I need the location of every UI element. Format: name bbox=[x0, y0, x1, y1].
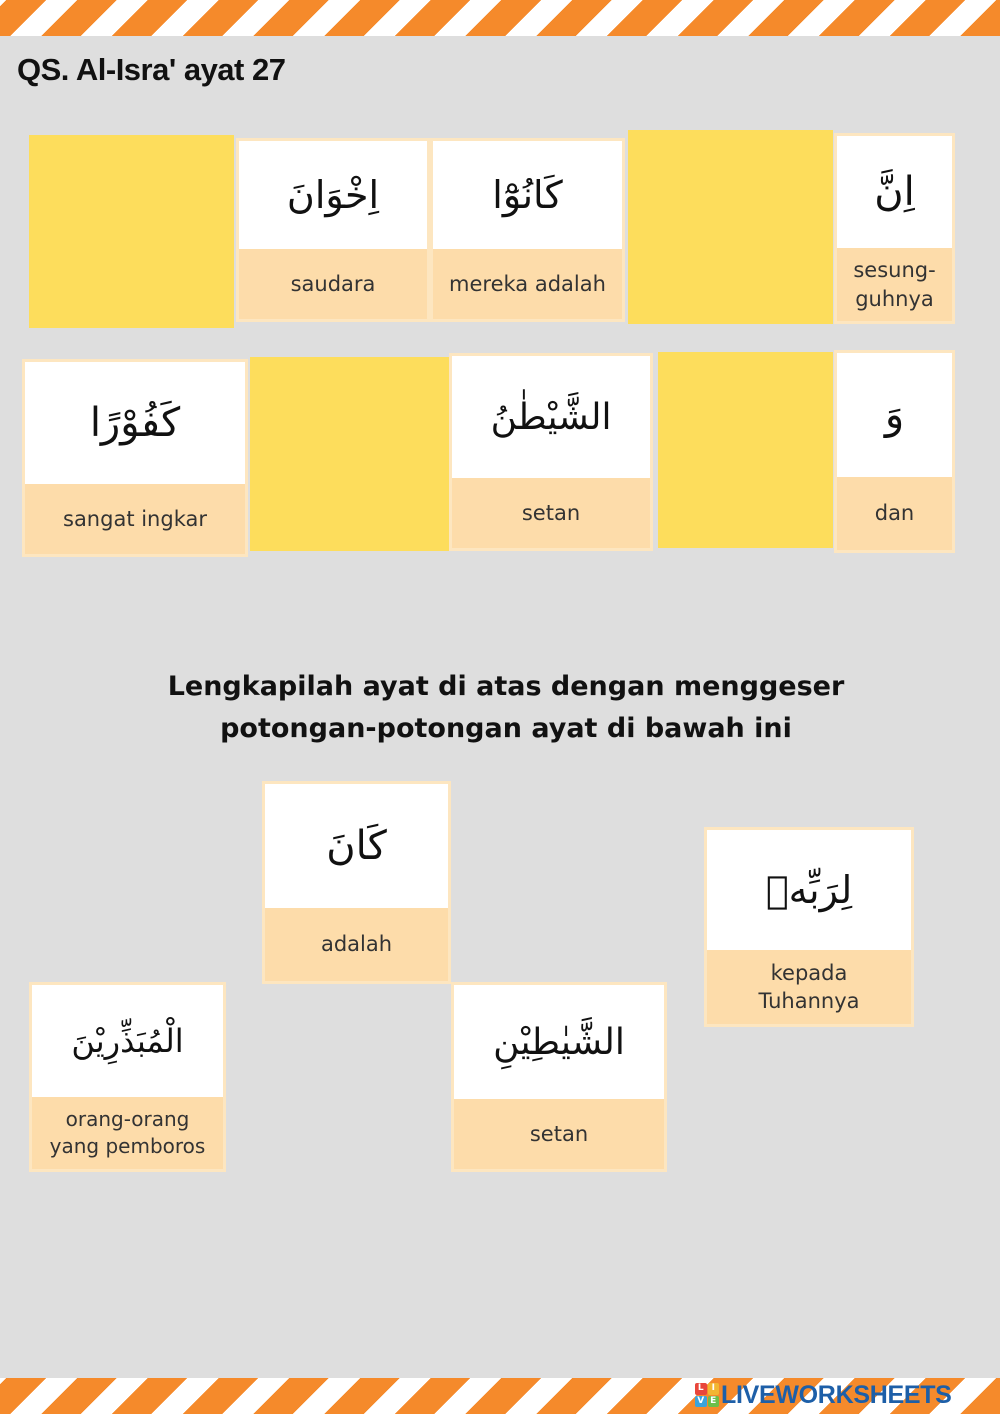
piece-arabic: لِرَبِّهٖ bbox=[765, 868, 853, 912]
liveworksheets-logo-icon bbox=[695, 1383, 719, 1407]
piece-meaning: kepada Tuhannya bbox=[707, 950, 911, 1024]
page-title: QS. Al-Isra' ayat 27 bbox=[17, 52, 286, 87]
verse-card-syaitan bbox=[449, 353, 653, 551]
verse-card-wa bbox=[834, 350, 955, 553]
verse-card-arabic: كَفُوْرًا bbox=[89, 400, 181, 446]
verse-card-arabic: الشَّيْطٰنُ bbox=[490, 396, 612, 438]
verse-card-arabic: وَ bbox=[884, 392, 905, 438]
verse-card-meaning: dan bbox=[837, 477, 952, 550]
verse-card-meaning: setan bbox=[452, 478, 650, 548]
verse-card-inna bbox=[834, 133, 955, 324]
verse-card-kafura bbox=[22, 359, 248, 557]
logo-tile-v: V bbox=[695, 1396, 707, 1408]
verse-card-arabic: اِخْوَانَ bbox=[286, 173, 380, 217]
instruction-line-2: potongan-potongan ayat di bawah ini bbox=[220, 713, 792, 744]
draggable-piece-mubazzirin[interactable] bbox=[29, 982, 226, 1172]
logo-tile-l: L bbox=[695, 1383, 707, 1395]
drop-slot-3[interactable] bbox=[250, 357, 450, 551]
drop-slot-4[interactable] bbox=[658, 352, 833, 548]
instruction-line-1: Lengkapilah ayat di atas dengan menggeser bbox=[167, 671, 845, 702]
piece-arabic: الْمُبَذِّرِيْنَ bbox=[71, 1022, 184, 1060]
verse-card-ikhwan bbox=[236, 138, 430, 322]
verse-card-meaning: mereka adalah bbox=[433, 249, 622, 319]
instruction-text bbox=[100, 666, 912, 750]
piece-arabic: الشَّيٰطِيْنِ bbox=[493, 1021, 625, 1063]
verse-card-meaning: saudara bbox=[239, 249, 427, 319]
top-hazard-stripe bbox=[0, 0, 1000, 36]
verse-card-arabic: اِنَّ bbox=[874, 169, 915, 215]
draggable-piece-lirabbihi[interactable] bbox=[704, 827, 914, 1027]
drop-slot-1[interactable] bbox=[29, 135, 234, 328]
piece-meaning: setan bbox=[454, 1099, 664, 1169]
piece-arabic: كَانَ bbox=[326, 823, 387, 869]
verse-card-meaning: sesung- guhnya bbox=[837, 248, 952, 321]
liveworksheets-brand[interactable] bbox=[695, 1379, 952, 1411]
verse-card-kanu bbox=[430, 138, 625, 322]
draggable-piece-kana[interactable] bbox=[262, 781, 451, 984]
liveworksheets-wordmark: LIVEWORKSHEETS bbox=[721, 1380, 952, 1409]
verse-card-arabic: كَانُوْٓا bbox=[492, 173, 563, 217]
piece-meaning: adalah bbox=[265, 908, 448, 981]
logo-tile-i: I bbox=[708, 1383, 720, 1395]
draggable-piece-syayatin[interactable] bbox=[451, 982, 667, 1172]
verse-card-meaning: sangat ingkar bbox=[25, 484, 245, 554]
logo-tile-e: E bbox=[708, 1396, 720, 1408]
drop-slot-2[interactable] bbox=[628, 130, 833, 324]
piece-meaning: orang-orang yang pemboros bbox=[32, 1097, 223, 1169]
